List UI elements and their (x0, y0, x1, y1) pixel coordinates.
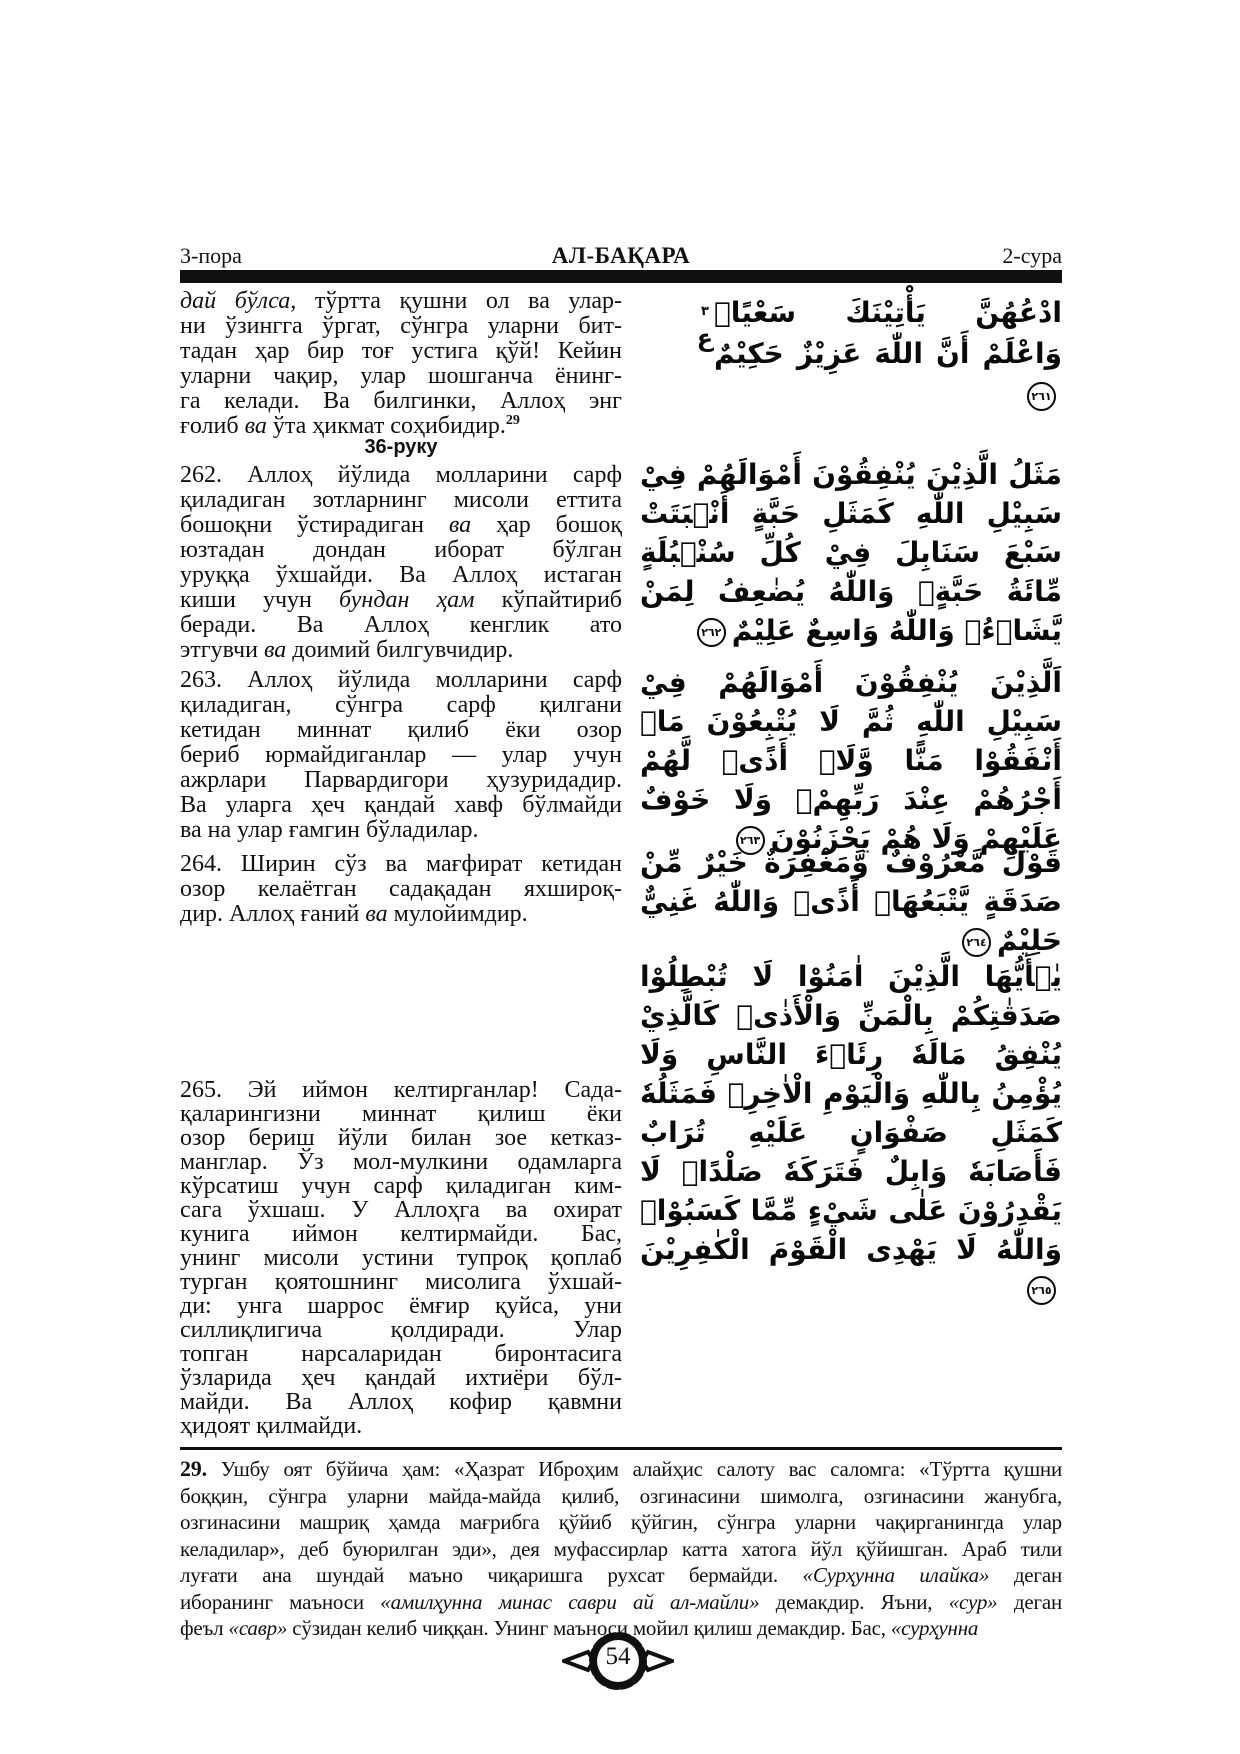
arabic-verse-262 (640, 455, 1062, 650)
ayah-end-marker-264: ٢٦٤ (962, 928, 991, 957)
footnote-rule (180, 1447, 1062, 1450)
arabic-verse-264-text: قَوْلٌ مَّعْرُوْفٌ وَّمَغْفِرَةٌ خَيْرٌ مِّنْ صَدَقَةٍ يَّتْبَعُهَاۤ أَذًىۗ وَاللّٰهُ غَنِيٌّ حَلِيْمٌ (640, 846, 1062, 957)
arabic-verse-261-text: ادْعُهُنَّ يَأْتِيْنَكَ سَعْيًاۚ وَاعْلَمْ أَنَّ اللّٰهَ عَزِيْزٌ حَكِيْمٌ (714, 296, 1062, 370)
surah-title: АЛ-БАҚАРА (551, 243, 691, 268)
arabic-verse-264 (640, 843, 1062, 960)
ayah-end-marker-265: ٢٦٥ (1027, 1276, 1056, 1305)
arabic-verse-263 (640, 663, 1062, 858)
translation-paragraph-262: 262. Аллоҳ йўлида молларини сарф қиладиган зотларнинг мисоли еттита бошоқни ўстирадиган ва ҳар бошоқ юзтадан дондан иборат бўлган уруққа ўхшайди. Ва Аллоҳ истаган киши учун бундан ҳам кўпайтириб беради. Ва Аллоҳ кенглик ато этгувчи ва доимий билгувчидир. (180, 462, 623, 663)
translation-paragraph-continuation: дай бўлса, тўртта қушни ол ва улар- ни ўзингга ўргат, сўнгра уларни бит- тадан ҳар бир тоғ устига қўй! Кейин уларни чақир, улар шошганча ёнинг- га келади. Ва билгинки, Аллоҳ энг ғолиб ва ўта ҳикмат соҳибидир.$^{29}$ (180, 288, 622, 439)
ruku-heading: 36-руку (364, 436, 438, 458)
arabic-verse-261 (714, 292, 1062, 415)
footnote-29: 29. Ушбу оят бўйича ҳам: «Ҳазрат Иброҳим алайҳис салоту вас саломга: «Тўртта қушни боққин, сўнгра уларни майда-майда қилиб, озгинасини шимолга, озгинасини жанубга, озгинасини машриқ ҳамда мағрибга қўйиб қўйгин, сўнгра уларни чақирганингда улар келадилар», деб буюрилган эди», дея муфассирлар катта хатога йўл қўйишган. Араб тили луғати ана шундай маъно чиқаришга рухсат бермайди. «Сурҳунна илайка» деган иборанинг маъноси «амилҳунна минас саври ай ал-майли» демакдир. Яъни, «сур» деган феъл «савр» сўзидан келиб чиққан. Унинг маъноси мойил қилиш демакдир. Бас, «сурҳунна (180, 1456, 1063, 1640)
page-number: 54 (605, 1643, 631, 1670)
ruku-margin-number: ٣ (701, 304, 709, 319)
header-rule (180, 270, 1062, 283)
arabic-verse-265 (640, 957, 1062, 1308)
arabic-verse-265-text: يٰۤأَيُّهَا الَّذِيْنَ اٰمَنُوْا لَا تُبْطِلُوْا صَدَقٰتِكُمْ بِالْمَنِّ وَالْأَذٰىۙ كَالَّذِيْ يُنْفِقُ مَالَهٗ رِئَاۤءَ النَّاسِ وَلَا يُؤْمِنُ بِاللّٰهِ وَالْيَوْمِ الْاٰخِرِۗ فَمَثَلُهٗ كَمَثَلِ صَفْوَانٍ عَلَيْهِ تُرَابٌ فَأَصَابَهٗ وَابِلٌ فَتَرَكَهٗ صَلْدًاۗ لَا يَقْدِرُوْنَ عَلٰى شَيْءٍ مِّمَّا كَسَبُوْاۗ وَاللّٰهُ لَا يَهْدِى الْقَوْمَ الْكٰفِرِيْنَ (640, 960, 1062, 1266)
translation-paragraph-265: 265. Эй иймон келтирганлар! Сада- қаларингизни миннат қилиш ёки озор бериш йўли билан зое кетказ- манглар. Ўз мол-мулкини одамларга кўрсатиш учун сарф қиладиган ким- сага ўхшаш. У Аллоҳга ва охират кунига иймон келтирмайди. Бас, унинг мисоли устини тупроқ қоплаб турган қоятошнинг мисолига ўхшай- ди: унга шаррос ёмғир қуйса, уни силлиқлигича қолдиради. Улар топган нарсаларидан биронтасига ўзларида ҳеч қандай ихтиёри бўл- майди. Ва Аллоҳ кофир қавмни ҳидоят қилмайди. (180, 1077, 622, 1439)
ayah-end-marker-261: ٢٦١ (1027, 382, 1056, 411)
page-header (180, 243, 1062, 269)
arabic-verse-263-text: اَلَّذِيْنَ يُنْفِقُوْنَ أَمْوَالَهُمْ فِيْ سَبِيْلِ اللّٰهِ ثُمَّ لَا يُتْبِعُوْنَ مَاۤ أَنْفَقُوْا مَنًّا وَّلَاۤ أَذًىۙ لَّهُمْ أَجْرُهُمْ عِنْدَ رَبِّهِمْۚ وَلَا خَوْفٌ عَلَيْهِمْ وَلَا هُمْ يَحْزَنُوْنَ (640, 666, 1062, 855)
page-number-medallion (562, 1626, 674, 1696)
juz-label: 3-пора (180, 243, 242, 268)
ayah-end-marker-262: ٢٦٢ (697, 618, 726, 647)
ain-ruku-icon: ع (696, 324, 714, 352)
surah-number-label: 2-сура (1002, 243, 1062, 268)
translation-paragraph-264: 264. Ширин сўз ва мағфират кетидан озор келаётган садақадан яхшироқ- дир. Аллоҳ ғаний ва мулойимдир. (180, 851, 622, 927)
ayah-end-marker-263: ٢٦٣ (736, 826, 765, 855)
translation-paragraph-263: 263. Аллоҳ йўлида молларини сарф қиладиган, сўнгра сарф қилгани кетидан миннат қилиб ёки озор бериб юрмайдиганлар — улар учун ажрлари Парвардигори ҳузуридадир. Ва уларга ҳеч қандай хавф бўлмайди ва на улар ғамгин бўладилар. (180, 667, 622, 843)
arabic-verse-262-text: مَثَلُ الَّذِيْنَ يُنْفِقُوْنَ أَمْوَالَهُمْ فِيْ سَبِيْلِ اللّٰهِ كَمَثَلِ حَبَّةٍ أَنْۢبَتَتْ سَبْعَ سَنَابِلَ فِيْ كُلِّ سُنْۢبُلَةٍ مِّائَةُ حَبَّةٍۗ وَاللّٰهُ يُضٰعِفُ لِمَنْ يَّشَاۤءُۗ وَاللّٰهُ وَاسِعٌ عَلِيْمٌ (640, 458, 1062, 647)
